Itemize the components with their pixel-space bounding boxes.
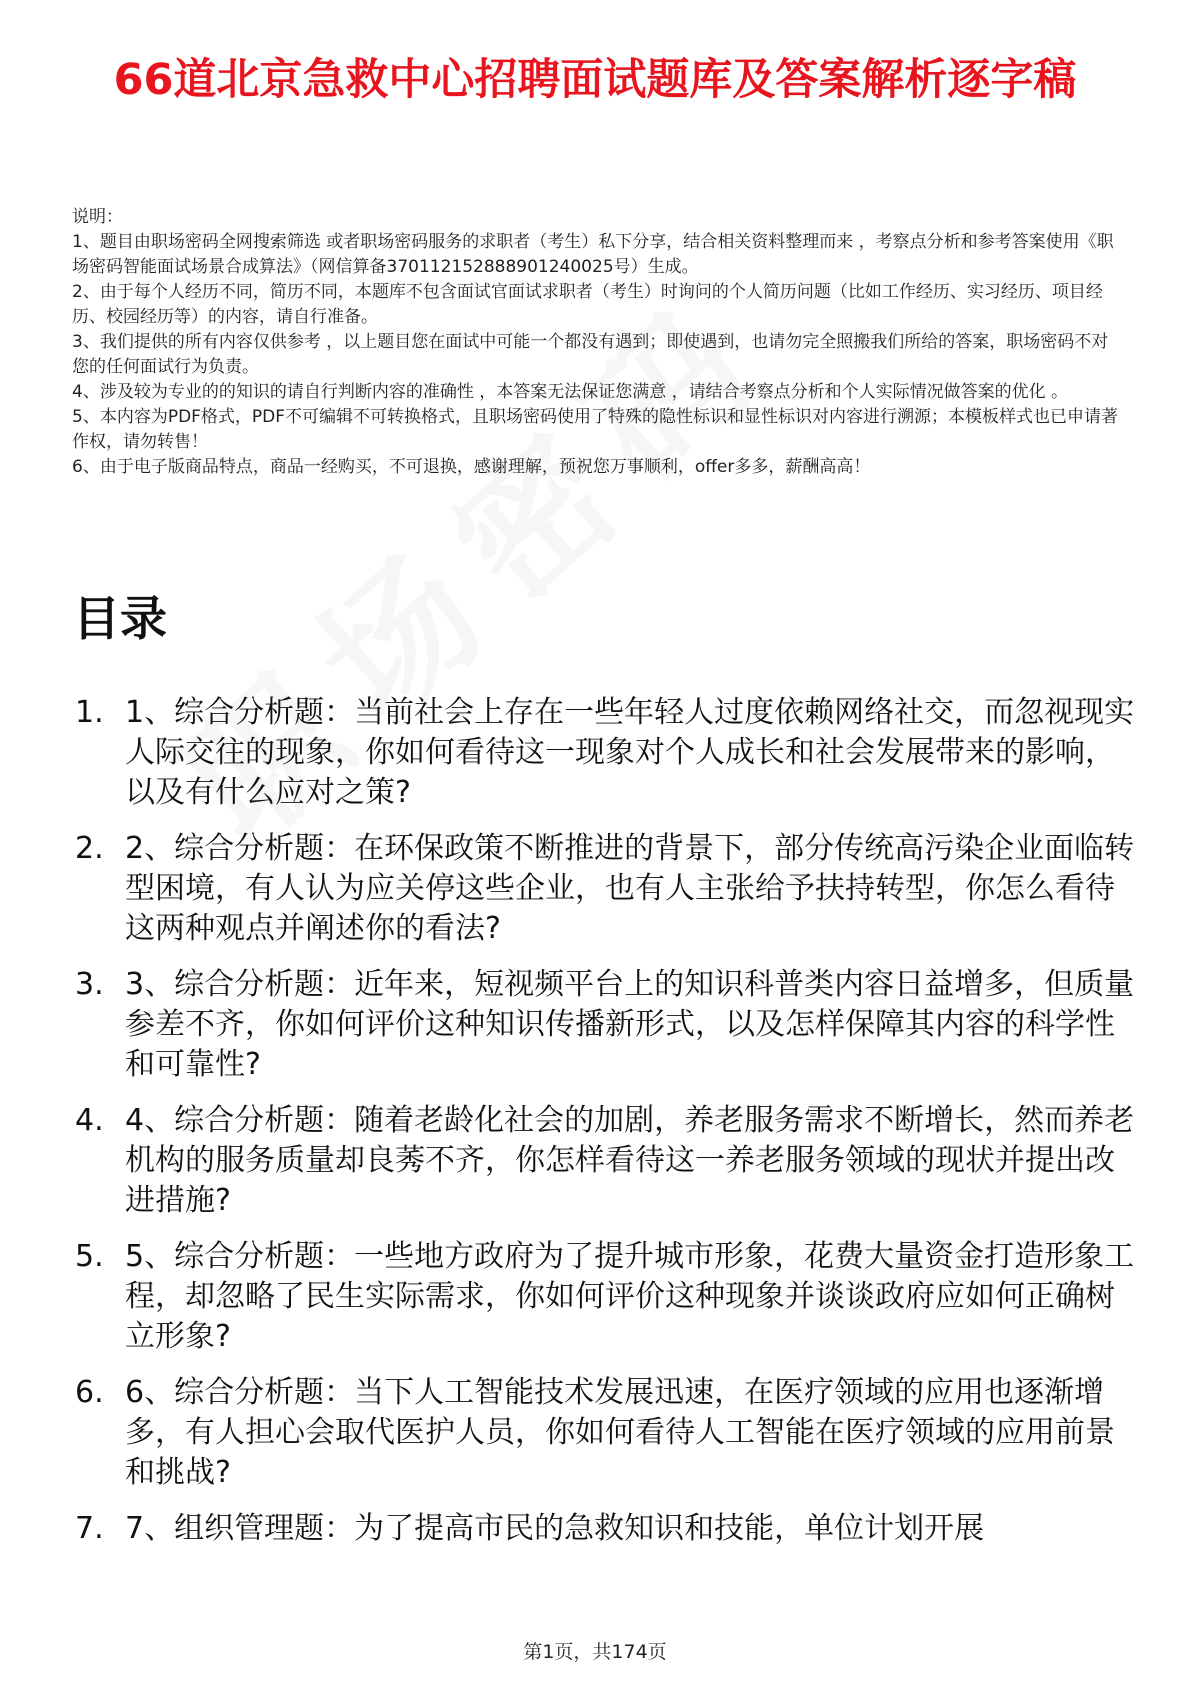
toc-item-number: 4. [75,1103,104,1138]
toc-item[interactable] [75,965,1135,1085]
toc-item-number: 6. [75,1375,104,1410]
toc-item-text: 6、综合分析题：当下人工智能技术发展迅速，在医疗领域的应用也逐渐增多，有人担心会取代医护人员，你如何看待人工智能在医疗领域的应用前景和挑战? [125,1375,1115,1490]
toc-item[interactable] [75,1509,1135,1549]
toc-item-text: 1、综合分析题：当前社会上存在一些年轻人过度依赖网络社交，而忽视现实人际交往的现象，你如何看待这一现象对个人成长和社会发展带来的影响，以及有什么应对之策? [125,695,1135,810]
note-item: 1、题目由职场密码全网搜索筛选 或者职场密码服务的求职者（考生）私下分享，结合相关资料整理而来 ，考察点分析和参考答案使用《职场密码智能面试场景合成算法》（网信算备370112152888901240025号）生成。 [72,232,1114,277]
toc-item-text: 2、综合分析题：在环保政策不断推进的背景下，部分传统高污染企业面临转型困境，有人认为应关停这些企业，也有人主张给予扶持转型，你怎么看待这两种观点并阐述你的看法? [125,831,1135,946]
note-item: 3、我们提供的所有内容仅供参考 ，以上题目您在面试中可能一个都没有遇到；即使遇到，也请勿完全照搬我们所给的答案，职场密码不对您的任何面试行为负责。 [72,332,1109,377]
toc-item[interactable] [75,1373,1135,1493]
toc-item[interactable] [75,829,1135,949]
note-item: 4、涉及较为专业的的知识的请自行判断内容的准确性 ，本答案无法保证您满意 ，请结合考察点分析和个人实际情况做答案的优化 。 [72,382,1069,402]
toc-item-number: 7. [75,1511,104,1546]
note-item: 5、本内容为PDF格式，PDF不可编辑不可转换格式，且职场密码使用了特殊的隐性标识和显性标识对内容进行溯源；本模板样式也已申请著作权，请勿转售！ [72,407,1119,452]
toc-item[interactable] [75,1237,1135,1357]
toc-item[interactable] [75,1101,1135,1221]
document-title: 66道北京急救中心招聘面试题库及答案解析逐字稿 [113,55,1077,105]
table-of-contents [75,693,1135,1565]
toc-heading: 目录 [73,592,167,647]
toc-item-number: 1. [75,695,104,730]
notes-label: 说明： [72,207,123,227]
notes-section [72,205,1122,480]
page-footer: 第1页，共174页 [523,1641,667,1663]
toc-item-text: 4、综合分析题：随着老龄化社会的加剧，养老服务需求不断增长，然而养老机构的服务质量却良莠不齐，你怎样看待这一养老服务领域的现状并提出改进措施? [125,1103,1135,1218]
note-item: 2、由于每个人经历不同，简历不同，本题库不包含面试官面试求职者（考生）时询问的个人简历问题（比如工作经历、实习经历、项目经历、校园经历等）的内容，请自行准备。 [72,282,1103,327]
toc-item-number: 5. [75,1239,104,1274]
note-item: 6、由于电子版商品特点，商品一经购买，不可退换，感谢理解，预祝您万事顺利，offer多多，薪酬高高！ [72,457,871,477]
toc-item-number: 3. [75,967,104,1002]
toc-item-number: 2. [75,831,104,866]
toc-item-text: 7、组织管理题：为了提高市民的急救知识和技能，单位计划开展 [125,1511,985,1546]
toc-item-text: 3、综合分析题：近年来，短视频平台上的知识科普类内容日益增多，但质量参差不齐，你如何评价这种知识传播新形式，以及怎样保障其内容的科学性和可靠性? [125,967,1135,1082]
toc-item-text: 5、综合分析题：一些地方政府为了提升城市形象，花费大量资金打造形象工程，却忽略了民生实际需求，你如何评价这种现象并谈谈政府应如何正确树立形象? [125,1239,1135,1354]
toc-item[interactable] [75,693,1135,813]
